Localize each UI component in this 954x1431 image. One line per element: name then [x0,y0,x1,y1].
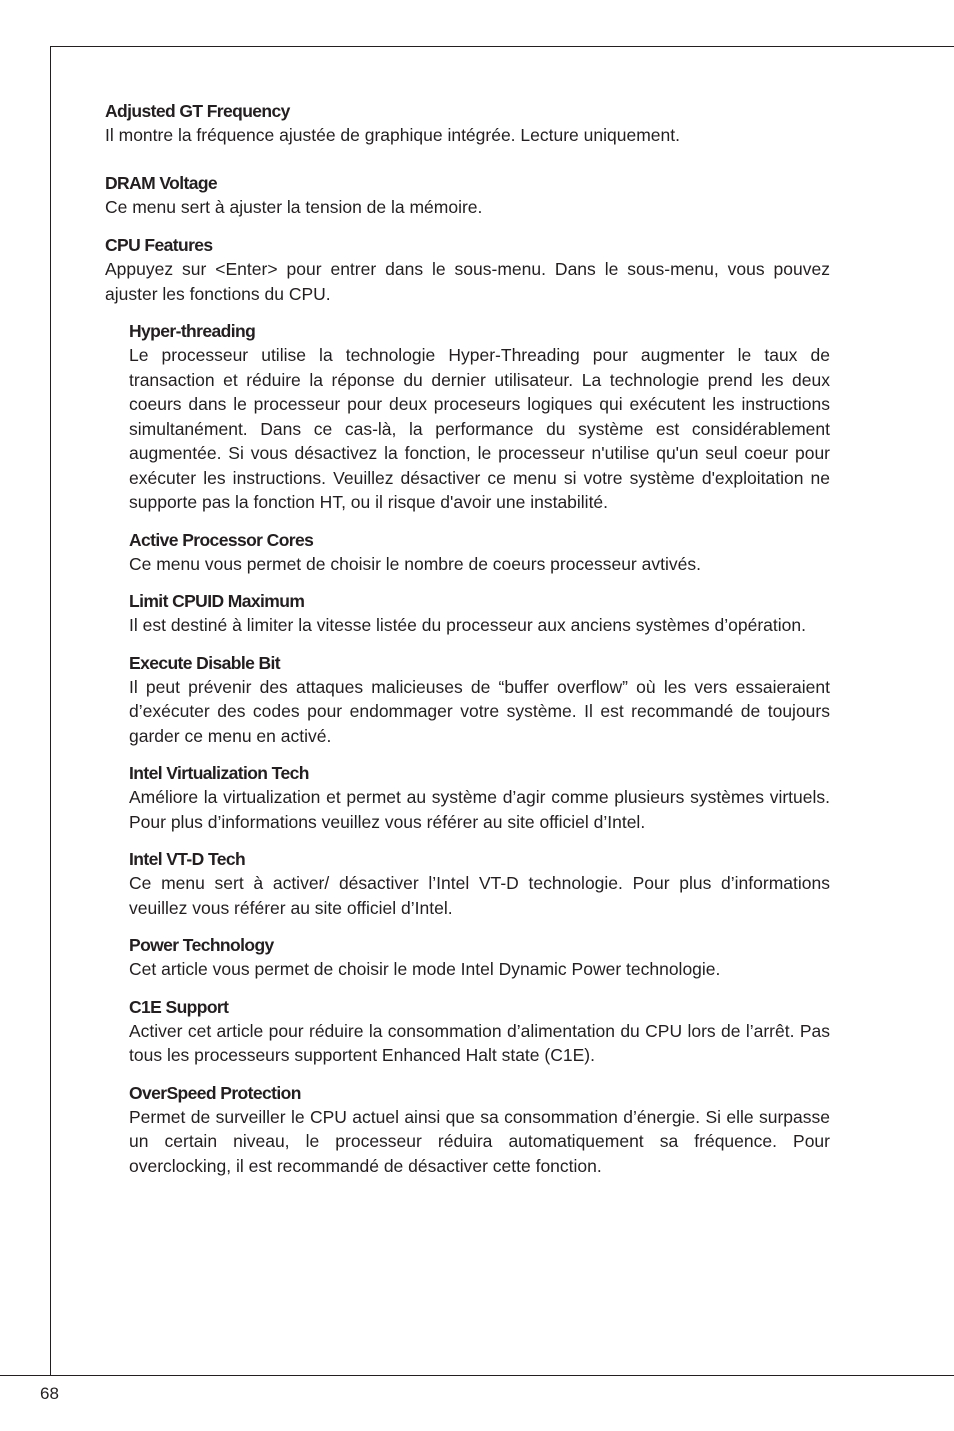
section-heading: Hyper-threading [129,321,256,341]
section-intel-virtualization-tech [105,762,830,834]
section-heading: CPU Features [105,235,213,255]
section-description: Il montre la fréquence ajustée de graphique intégrée. Lecture uniquement. [105,125,680,145]
section-adjusted-gt-frequency [105,100,830,148]
section-heading: OverSpeed Protection [129,1082,301,1103]
section-description: Permet de surveiller le CPU actuel ainsi que sa consommation d’énergie. Si elle surpasse un certain niveau, le processeur réduira automatiquement sa fréquence. Pour overclocking, il est recommandé de désactiver cette fonction. [129,1106,830,1176]
section-description: Ce menu vous permet de choisir le nombre de coeurs processeur avtivés. [129,553,701,574]
page-frame-left-rule [50,46,51,1375]
section-dram-voltage [105,172,830,220]
section-heading: Adjusted GT Frequency [105,101,290,121]
page-number: 68 [40,1384,59,1403]
section-description: Cet article vous permet de choisir le mode Intel Dynamic Power technologie. [129,959,721,979]
section-heading: Execute Disable Bit [129,652,281,673]
section-description: Ce menu sert à activer/ désactiver l’Intel VT-D technologie. Pour plus d’informations veuillez vous référer au site officiel d’Intel. [129,873,830,918]
section-description: Ce menu sert à ajuster la tension de la mémoire. [105,196,483,217]
section-description: Le processeur utilise la technologie Hyper-Threading pour augmenter le taux de transaction et réduire la réponse du dernier utilisateur. La technologie prend les deux coeurs dans le processeur pour deux proceseurs logiques qui exécutent les instructions simultanément. Dans ce cas-là, la performance du système est considérablement augmentée. Si vous désactivez la fonction, le processeur n'utilise qu'un seul coeur pour exécuter les instructions. Veuillez désactiver ce menu si votre système d'exploitation ne supporte pas la fonction HT, ou il risque d'avoir une instabilité. [129,345,830,512]
section-heading: Intel VT-D Tech [129,849,246,869]
section-limit-cpuid-maximum [105,590,830,638]
section-heading: DRAM Voltage [105,172,218,193]
section-description: Appuyez sur <Enter> pour entrer dans le sous-menu. Dans le sous-menu, vous pouvez ajuster les fonctions du CPU. [105,259,830,304]
section-description: Activer cet article pour réduire la consommation d’alimentation du CPU lors de l’arrêt. Pas tous les processeurs supportent Enhanced Halt state (C1E). [129,1020,830,1065]
section-heading: Limit CPUID Maximum [129,591,305,611]
section-heading: Intel Virtualization Tech [129,763,309,783]
section-cpu-features [105,234,830,306]
page-frame-top-rule [50,46,954,47]
section-hyper-threading [105,320,830,515]
section-c1e-support [105,996,830,1068]
manual-content [105,100,830,1178]
page-frame-bottom-rule [0,1375,954,1376]
section-power-technology [105,934,830,982]
section-active-processor-cores [105,529,830,577]
section-heading: Active Processor Cores [129,529,314,550]
section-heading: Power Technology [129,935,274,955]
section-heading: C1E Support [129,996,229,1017]
section-description: Il peut prévenir des attaques malicieuses de “buffer overflow” où les vers essaieraient d’exécuter des codes pour endommager votre système. Il est recommandé de toujours garder ce menu en activé. [129,676,830,746]
section-intel-vt-d-tech [105,848,830,920]
section-description: Il est destiné à limiter la vitesse listée du processeur aux anciens systèmes d’opération. [129,615,806,635]
section-execute-disable-bit [105,652,830,749]
section-overspeed-protection [105,1082,830,1179]
section-description: Améliore la virtualization et permet au système d’agir comme plusieurs systèmes virtuels. Pour plus d’informations veuillez vous référer au site officiel d’Intel. [129,787,830,832]
